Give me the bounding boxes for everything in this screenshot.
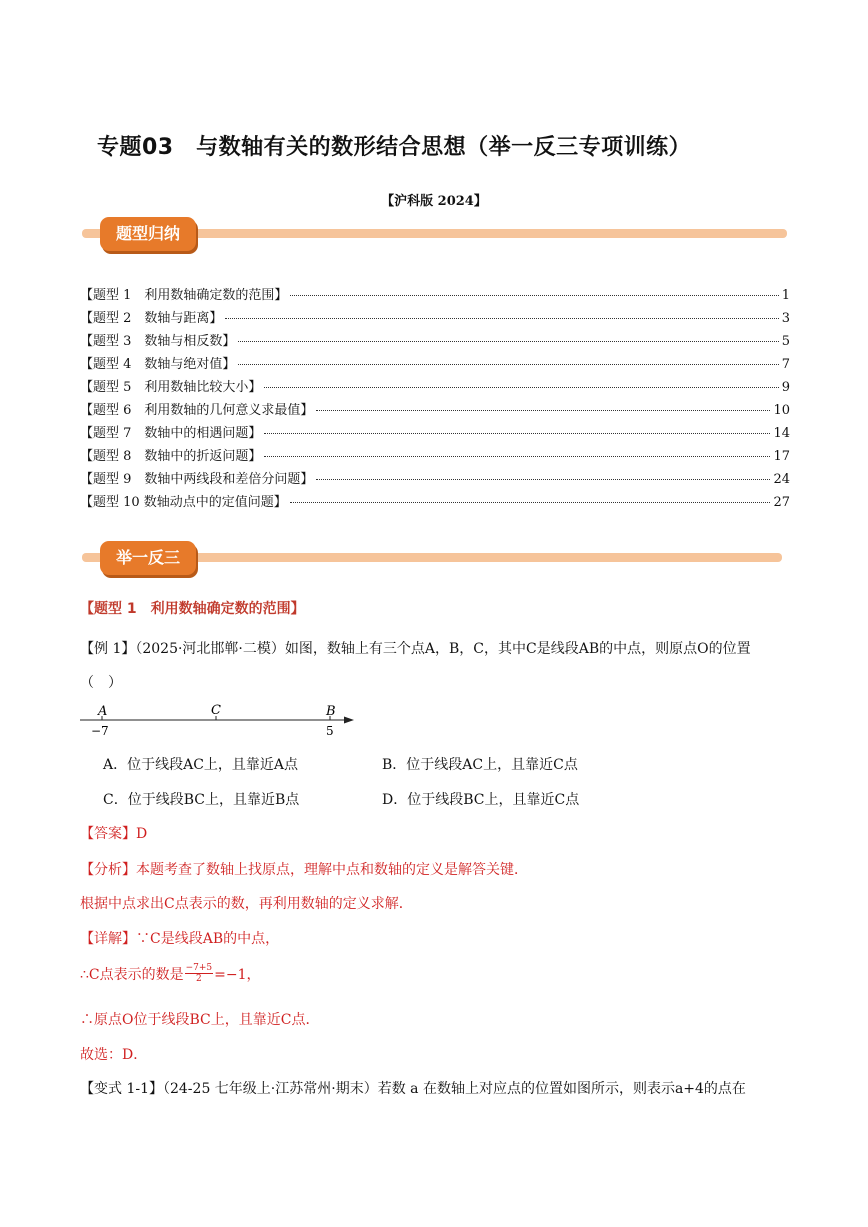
toc-leader-dots (290, 502, 771, 503)
toc-entry-label: 【题型 9 数轴中两线段和差倍分问题】 (80, 472, 314, 487)
page-title: 专题03 与数轴有关的数形结合思想（举一反三专项训练） (97, 135, 692, 160)
toc-leader-dots (264, 456, 770, 457)
conclusion-text: ∴原点O位于线段BC上，且靠近C点． (80, 1012, 320, 1028)
toc-entry-label: 【题型 7 数轴中的相遇问题】 (80, 426, 262, 441)
section-title-1: 【题型 1 利用数轴确定数的范围】 (80, 601, 305, 617)
point-label-B: B (326, 704, 336, 719)
calc-prefix: ∴C点表示的数是 (80, 966, 184, 983)
toc-entry-page: 24 (773, 472, 790, 487)
toc-entry[interactable] (80, 330, 790, 353)
toc-entry-page: 14 (773, 426, 790, 441)
toc-entry-label: 【题型 5 利用数轴比较大小】 (80, 380, 262, 395)
toc-entry-page: 27 (773, 495, 790, 510)
toc-entry[interactable] (80, 284, 790, 307)
detail-text: 【详解】∵C是线段AB的中点， (80, 931, 280, 947)
axis-arrow (344, 717, 354, 724)
number-line-figure (78, 700, 368, 742)
toc-entry-page: 17 (773, 449, 790, 464)
answer-text: 【答案】D (80, 826, 148, 842)
example-1-text: 【例 1】（2025·河北邯郸·二模）如图，数轴上有三个点A，B，C，其中C是线段AB的中点，则原点O的位置 (80, 641, 751, 657)
value-label-B: 5 (326, 724, 334, 738)
fraction-denominator: 2 (196, 974, 202, 984)
toc-entry[interactable] (80, 399, 790, 422)
option-c: C．位于线段BC上，且靠近B点 (103, 792, 300, 808)
analysis-text-2: 根据中点求出C点表示的数，再利用数轴的定义求解． (80, 896, 413, 912)
toc-entry[interactable] (80, 491, 790, 514)
toc-entry-page: 9 (781, 380, 790, 395)
toc-leader-dots (316, 479, 770, 480)
toc-entry-page: 10 (773, 403, 790, 418)
toc-entry-label: 【题型 6 利用数轴的几何意义求最值】 (80, 403, 314, 418)
calculation-line (80, 963, 261, 984)
toc-entry[interactable] (80, 376, 790, 399)
toc-entry-label: 【题型 4 数轴与绝对值】 (80, 357, 236, 372)
banner-question-types: 题型归纳 (100, 217, 196, 251)
toc-leader-dots (238, 341, 778, 342)
toc-entry-label: 【题型 3 数轴与相反数】 (80, 334, 236, 349)
analysis-text: 【分析】本题考查了数轴上找原点，理解中点和数轴的定义是解答关键． (80, 862, 528, 878)
option-b: B．位于线段AC上，且靠近C点 (382, 757, 578, 773)
toc-entry-page: 3 (781, 311, 790, 326)
calc-suffix: =−1， (214, 966, 261, 983)
toc-entry-label: 【题型 10 数轴动点中的定值问题】 (80, 495, 287, 510)
banner-examples: 举一反三 (100, 541, 196, 575)
answer-paren: （ ） (80, 675, 122, 691)
option-d: D．位于线段BC上，且靠近C点 (382, 792, 580, 808)
toc-entry-page: 1 (781, 288, 790, 303)
toc-entry[interactable] (80, 353, 790, 376)
variant-1-1-text: 【变式 1-1】（24-25 七年级上·江苏常州·期末）若数 a 在数轴上对应点的位置如图所示，则表示a+4的点在 (80, 1081, 746, 1097)
point-label-A: A (98, 704, 108, 719)
edition-subtitle: 【沪科版 2024】 (381, 194, 487, 209)
toc-leader-dots (264, 433, 770, 434)
fraction (185, 963, 214, 984)
toc-entry-label: 【题型 8 数轴中的折返问题】 (80, 449, 262, 464)
value-label-A: −7 (91, 724, 109, 738)
toc-entry[interactable] (80, 468, 790, 491)
toc-entry[interactable] (80, 445, 790, 468)
point-label-C: C (211, 703, 221, 718)
toc-entry[interactable] (80, 422, 790, 445)
option-a: A．位于线段AC上，且靠近A点 (103, 757, 299, 773)
toc-leader-dots (238, 364, 778, 365)
choice-text: 故选：D． (80, 1047, 148, 1063)
table-of-contents (80, 284, 790, 514)
fraction-numerator: −7+5 (185, 963, 213, 973)
toc-entry-label: 【题型 2 数轴与距离】 (80, 311, 223, 326)
toc-leader-dots (264, 387, 778, 388)
toc-leader-dots (225, 318, 778, 319)
toc-entry[interactable] (80, 307, 790, 330)
toc-leader-dots (316, 410, 770, 411)
toc-leader-dots (290, 295, 778, 296)
toc-entry-label: 【题型 1 利用数轴确定数的范围】 (80, 288, 288, 303)
toc-entry-page: 5 (781, 334, 790, 349)
toc-entry-page: 7 (781, 357, 790, 372)
